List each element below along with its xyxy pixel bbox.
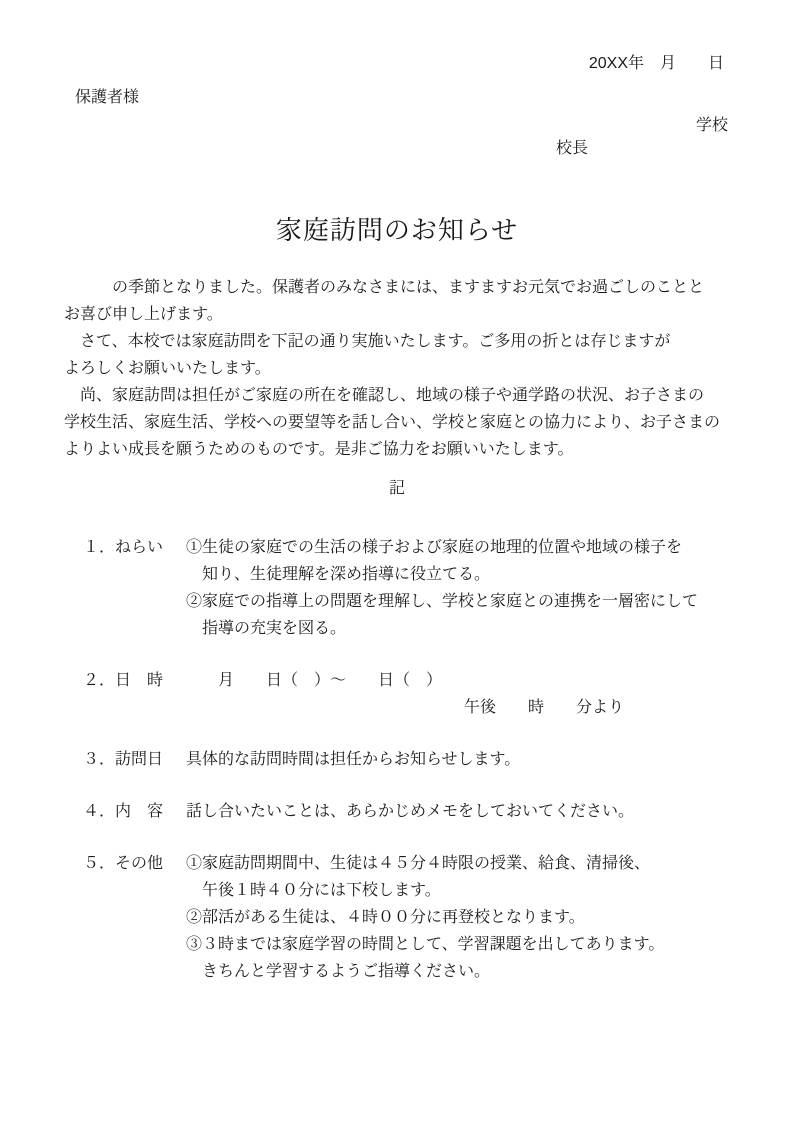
item-content (186, 534, 794, 642)
body-line: さて、本校では家庭訪問を下記の通り実施いたします。ご多用の折とは存じますが (64, 333, 671, 350)
body-line: 学校生活、家庭生活、学校への要望等を話し合い、学校と家庭との協力により、お子さまの (64, 414, 721, 431)
recipient-label: 保護者様 (75, 89, 140, 106)
document-title: 家庭訪問のお知らせ (275, 215, 519, 245)
item-content (186, 850, 794, 985)
item-label: １．ねらい (83, 539, 164, 556)
body-line: の季節となりました。保護者のみなさまには、ますますお元気でお過ごしのことと (64, 279, 705, 296)
item-line: ②部活がある生徒は、４時００分に再登校となります。 (186, 909, 585, 926)
item-line: きちんと学習するようご指導ください。 (186, 963, 491, 980)
body-paragraphs (0, 274, 794, 463)
item-label: ４．内 容 (83, 803, 164, 820)
body-line: お喜び申し上げます。 (64, 306, 223, 323)
item-line: 指導の充実を図る。 (186, 620, 347, 637)
body-line: よりよい成長を願うためのものです。是非ご協力をお願いいたします。 (64, 441, 574, 458)
list-item-aim (0, 534, 794, 642)
list-item-other (0, 850, 794, 985)
item-line: ②家庭での指導上の問題を理解し、学校と家庭との連携を一層密にして (186, 593, 699, 610)
list-item-visit-day (0, 746, 794, 773)
item-line: ①家庭訪問期間中、生徒は４５分４時限の授業、給食、清掃後、 (186, 855, 651, 872)
item-content (186, 667, 794, 721)
principal-signature: 校長 (555, 140, 588, 157)
list-item-datetime (0, 667, 794, 721)
item-content (186, 746, 794, 773)
item-line: 午後 時 分より (464, 699, 625, 716)
date-line: 20XX年 月 日 (588, 55, 724, 72)
item-label: ２．日 時 (83, 672, 164, 689)
school-signature: 学校 (695, 117, 728, 134)
item-label: ５．その他 (83, 855, 164, 872)
record-heading: 記 (388, 480, 405, 497)
list-item-contents (0, 798, 794, 825)
item-line: 知り、生徒理解を深め指導に役立てる。 (186, 566, 491, 583)
item-label: ３．訪問日 (83, 751, 164, 768)
body-line: よろしくお願いいたします。 (64, 360, 271, 377)
item-line: ③３時までは家庭学習の時間として、学習課題を出してあります。 (186, 936, 665, 953)
item-list (0, 534, 794, 985)
item-line: 話し合いたいことは、あらかじめメモをしておいてください。 (186, 803, 635, 820)
body-line: 尚、家庭訪問は担任がご家庭の所在を確認し、地域の様子や通学路の状況、お子さまの (64, 387, 705, 404)
item-line: 具体的な訪問時間は担任からお知らせします。 (186, 751, 521, 768)
item-line: 月 日（ ）～ 日（ ） (186, 672, 443, 689)
item-line: ①生徒の家庭での生活の様子および家庭の地理的位置や地域の様子を (186, 539, 683, 556)
item-line: 午後１時４０分には下校します。 (186, 882, 441, 899)
item-content (186, 798, 794, 825)
